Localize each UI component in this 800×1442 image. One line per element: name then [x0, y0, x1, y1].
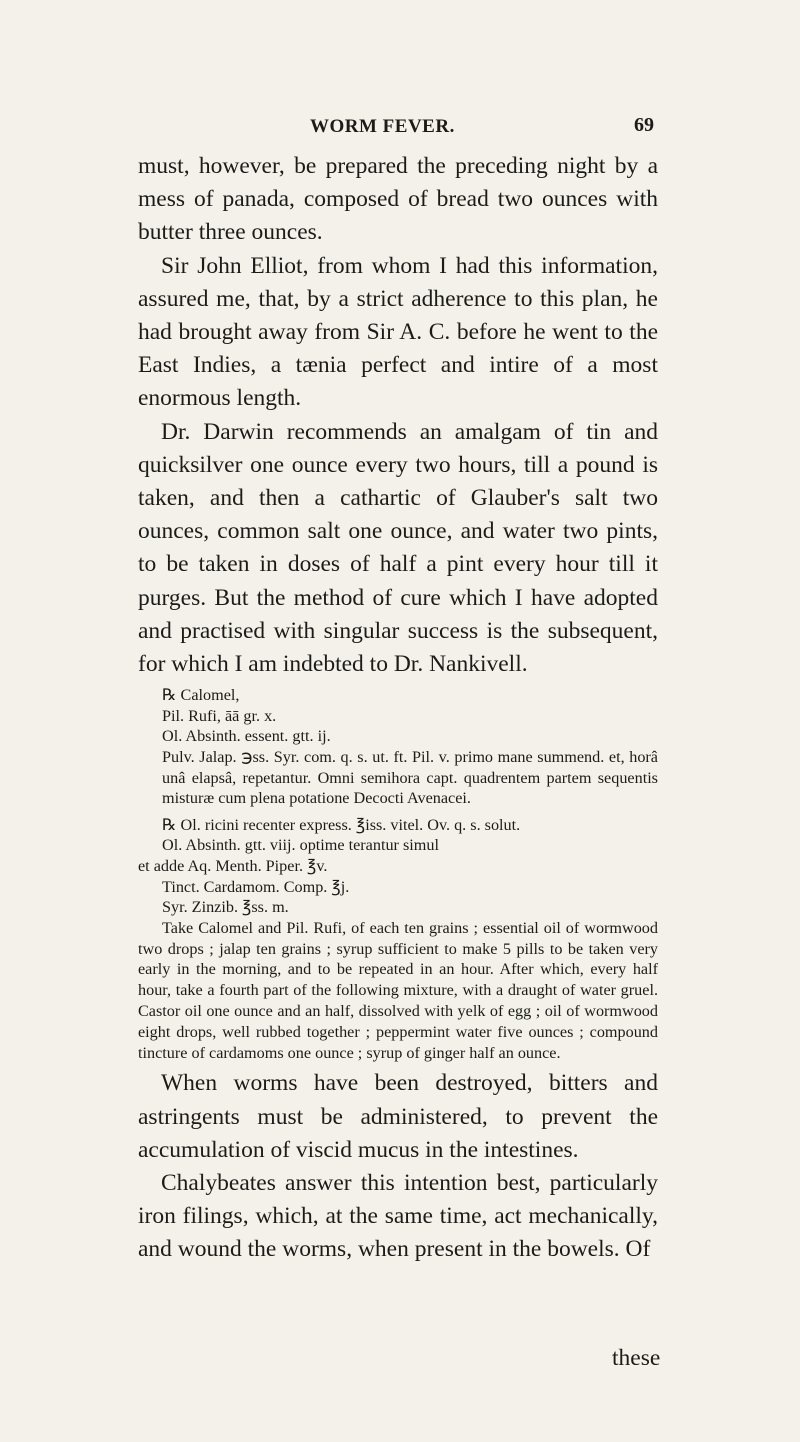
paragraph: Dr. Darwin recommends an amalgam of tin and quicksilver one ounce every two hours, till a pound is taken, and then a cathartic of Glauber's salt two ounces, common salt one ounce, and water two pints, to be taken in doses of half a pint every hour till it purges. But the method of cure which I have adopted and practised with singular success is the subsequent, for which I am indebted to Dr. Nankivell. [138, 418, 658, 678]
paragraph: must, however, be prepared the preceding night by a mess of panada, composed of bread two ounces with butter three ounces. [138, 153, 658, 246]
rx-line: Syr. Zinzib. ℥ss. m. [162, 898, 289, 917]
rx-line: ℞ Calomel, [162, 686, 240, 705]
rx-line: Pil. Rufi, āā gr. x. [162, 706, 277, 725]
rx-line: Pulv. Jalap. ℈ss. Syr. com. q. s. ut. ft. Pil. v. primo mane summend. et, horâ unâ elapsâ, repetantur. Omni semihora capt. quadrentem partem sequentis misturæ cum plena potatione Decocti Avenacei. [162, 748, 658, 808]
closing-paragraphs [138, 1067, 658, 1266]
rx-line: ℞ Ol. ricini recenter express. ℥iss. vitel. Ov. q. s. solut. [162, 815, 521, 834]
running-head: WORM FEVER. [310, 116, 455, 137]
rx-line: Tinct. Cardamom. Comp. ℥j. [162, 877, 350, 896]
rx-line: et adde Aq. Menth. Piper. ℥v. [138, 857, 328, 875]
paragraph: When worms have been destroyed, bitters and astringents must be administered, to prevent the accumulation of viscid mucus in the intestines. [138, 1070, 658, 1163]
paragraph: Sir John Elliot, from whom I had this information, assured me, that, by a strict adherence to this plan, he had brought away from Sir A. C. before he went to the East Indies, a tænia perfect and intire of a most enormous length. [138, 252, 658, 412]
page-header [0, 116, 800, 140]
rx-line: Ol. Absinth. essent. gtt. ij. [162, 727, 331, 746]
prescription-2 [138, 815, 658, 918]
paragraph: Chalybeates answer this intention best, particularly iron filings, which, at the same time, act mechanically, and wound the worms, when present in the bowels. Of [138, 1169, 658, 1263]
main-text [138, 150, 658, 1267]
prescription-latin [138, 685, 658, 918]
prescription-translation [138, 918, 658, 1064]
page-number: 69 [634, 114, 654, 136]
catchword: these [612, 1345, 661, 1371]
body-paragraphs [138, 150, 658, 681]
translation-paragraph: Take Calomel and Pil. Rufi, of each ten grains ; essential oil of wormwood two drops ; jalap ten grains ; syrup sufficient to make 5 pills to be taken very early in the morning, and to be repeated in an hour. After which, every half hour, take a fourth part of the following mixture, with a draught of water gruel. Castor oil one ounce and an half, dissolved with yelk of egg ; oil of wormwood eight drops, well rubbed together ; peppermint water five ounces ; compound tincture of cardamoms one ounce ; syrup of ginger half an ounce. [138, 918, 658, 1062]
rx-line: Ol. Absinth. gtt. viij. optime terantur simul [162, 836, 439, 855]
prescription-1 [138, 685, 658, 809]
